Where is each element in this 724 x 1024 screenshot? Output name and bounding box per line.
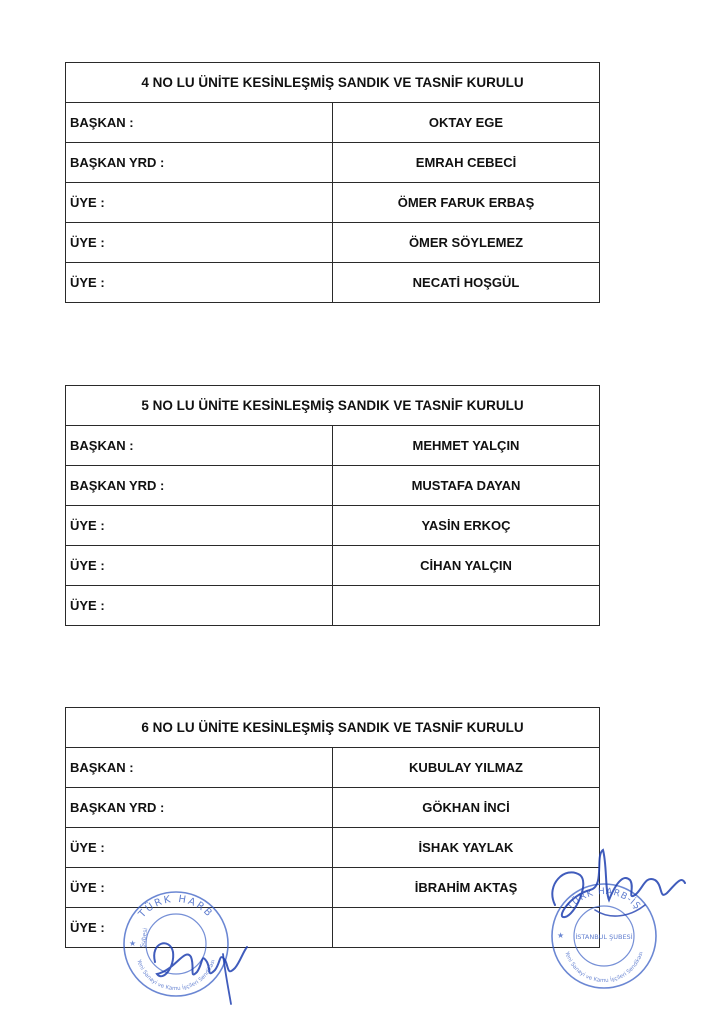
role-label: BAŞKAN YRD : [66,143,333,183]
table-row [66,828,600,868]
committee-table-5 [65,385,600,626]
committee-title: 5 NO LU ÜNİTE KESİNLEŞMİŞ SANDIK VE TASNİF KURULU [66,386,600,426]
svg-text:★: ★ [557,931,565,940]
role-label: ÜYE : [66,263,333,303]
role-label: ÜYE : [66,908,333,948]
table-row [66,506,600,546]
table-row [66,223,600,263]
member-name: YASİN ERKOÇ [333,506,600,546]
member-name: İBRAHİM AKTAŞ [333,868,600,908]
role-label: ÜYE : [66,546,333,586]
role-label: ÜYE : [66,868,333,908]
table-row [66,103,600,143]
stamp-text-middle: İSTANBUL ŞUBESİ [575,933,633,941]
member-name: OKTAY EGE [333,103,600,143]
stamp-text-side: Şubesi [139,927,150,949]
role-label: ÜYE : [66,183,333,223]
member-name: ÖMER SÖYLEMEZ [333,223,600,263]
table-row [66,263,600,303]
committee-title: 4 NO LU ÜNİTE KESİNLEŞMİŞ SANDIK VE TASNİF KURULU [66,63,600,103]
stamp-text-top: TÜRK HARB [136,893,216,921]
stamp-text-top: TÜRK HARB-İŞ [565,886,643,913]
signature-left [145,912,255,1007]
member-name: MUSTAFA DAYAN [333,466,600,506]
role-label: ÜYE : [66,828,333,868]
committee-table-4 [65,62,600,303]
table-row [66,426,600,466]
table-row [66,748,600,788]
member-name: ÖMER FARUK ERBAŞ [333,183,600,223]
table-row [66,183,600,223]
member-name: CİHAN YALÇIN [333,546,600,586]
member-name [333,586,600,626]
stamp-text-bottom: Yeni Sanayi ve Kamu İşçileri Sendikası [563,951,645,985]
table-row [66,143,600,183]
role-label: ÜYE : [66,506,333,546]
table-row [66,546,600,586]
member-name: EMRAH CEBECİ [333,143,600,183]
role-label: BAŞKAN YRD : [66,788,333,828]
member-name: KUBULAY YILMAZ [333,748,600,788]
member-name: İSHAK YAYLAK [333,828,600,868]
table-row [66,466,600,506]
member-name: GÖKHAN İNCİ [333,788,600,828]
role-label: BAŞKAN : [66,103,333,143]
role-label: ÜYE : [66,586,333,626]
member-name: NECATİ HOŞGÜL [333,263,600,303]
table-row [66,788,600,828]
stamp-text-bottom: Yeni Sanayi ve Kamu İşçileri Sendikası [135,959,217,993]
role-label: ÜYE : [66,223,333,263]
role-label: BAŞKAN : [66,748,333,788]
committee-title: 6 NO LU ÜNİTE KESİNLEŞMİŞ SANDIK VE TASNİF KURULU [66,708,600,748]
role-label: BAŞKAN YRD : [66,466,333,506]
member-name: MEHMET YALÇIN [333,426,600,466]
signature-right [535,845,695,940]
svg-text:★: ★ [129,939,137,948]
table-row [66,586,600,626]
role-label: BAŞKAN : [66,426,333,466]
